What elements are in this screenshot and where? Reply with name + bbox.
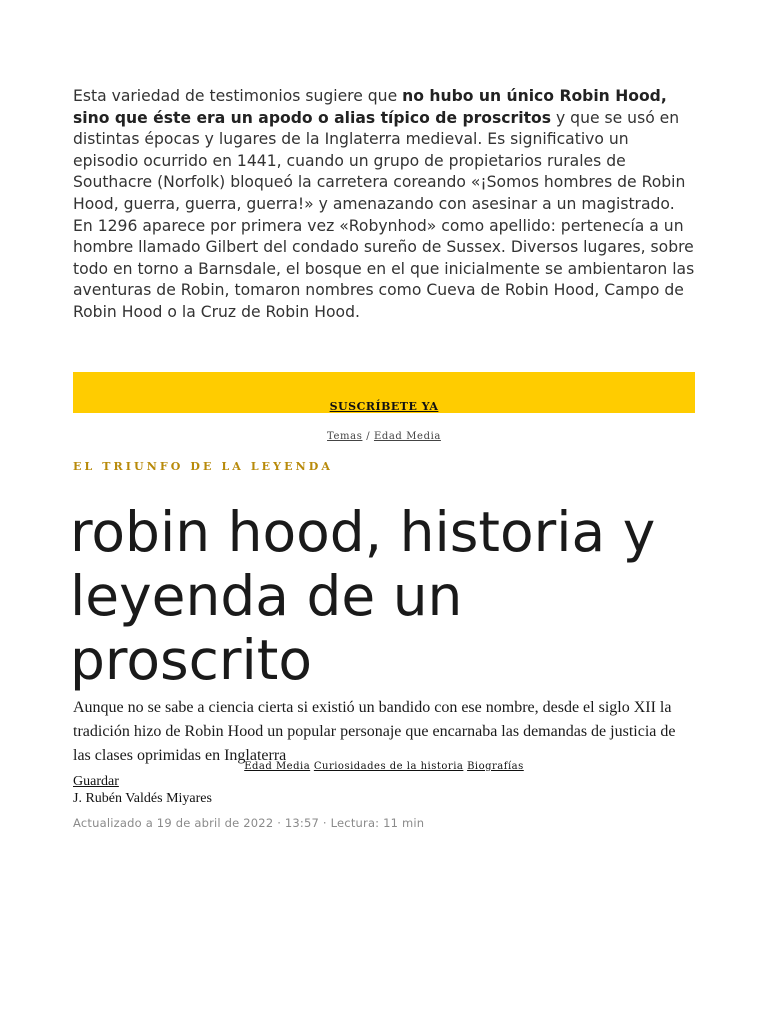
article-lead: Aunque no se sabe a ciencia cierta si existió un bandido con ese nombre, desde el siglo XII la tradición hizo de Robin Hood un popular personaje que encarnaba las demandas de justicia de las clases oprimidas en Inglaterra <box>73 699 676 764</box>
subscribe-link[interactable]: SUSCRÍBETE YA <box>329 400 439 413</box>
article-meta: Actualizado a 19 de abril de 2022 · 13:57 · Lectura: 11 min <box>73 816 425 830</box>
subscribe-banner <box>73 372 695 413</box>
author-name: J. Rubén Valdés Miyares <box>73 791 212 806</box>
article-kicker: EL TRIUNFO DE LA LEYENDA <box>73 460 334 473</box>
article-tags <box>73 761 695 773</box>
tag-curiosidades-historia[interactable]: Curiosidades de la historia <box>313 761 464 772</box>
breadcrumb-item-edad-media[interactable]: Edad Media <box>373 431 441 442</box>
page-title: robin hood, historia y leyenda de un proscrito <box>70 500 656 692</box>
tag-edad-media[interactable]: Edad Media <box>244 761 311 772</box>
intro-text-after: y que se usó en distintas épocas y lugares de la Inglaterra medieval. Es significativo un episodio ocurrido en 1441, cuando un grupo de propietarios rurales de Southacre (Norfolk) bloqueó la carretera coreando «¡Somos hombres de Robin Hood, guerra, guerra, guerra!» y amenazando con asesinar a un magistrado. En 1296 aparece por primera vez «Robynhod» como apellido: pertenecía a un hombre llamado Gilbert del condado sureño de Sussex. Diversos lugares, sobre todo en torno a Barnsdale, el bosque en el que inicialmente se ambientaron las aventuras de Robin, tomaron nombres como Cueva de Robin Hood, Campo de Robin Hood o la Cruz de Robin Hood. <box>73 108 695 321</box>
intro-text-before: Esta variedad de testimonios sugiere que <box>73 87 403 105</box>
intro-paragraph <box>73 86 695 324</box>
breadcrumb <box>73 431 695 443</box>
intro-bold-text: no hubo un único Robin Hood, sino que éste era un apodo o alias típico de proscritos <box>73 87 667 127</box>
save-link[interactable]: Guardar <box>73 774 119 789</box>
tag-biografias[interactable]: Biografías <box>467 761 524 772</box>
breadcrumb-item-temas[interactable]: Temas <box>327 431 363 442</box>
breadcrumb-separator: / <box>362 431 374 442</box>
